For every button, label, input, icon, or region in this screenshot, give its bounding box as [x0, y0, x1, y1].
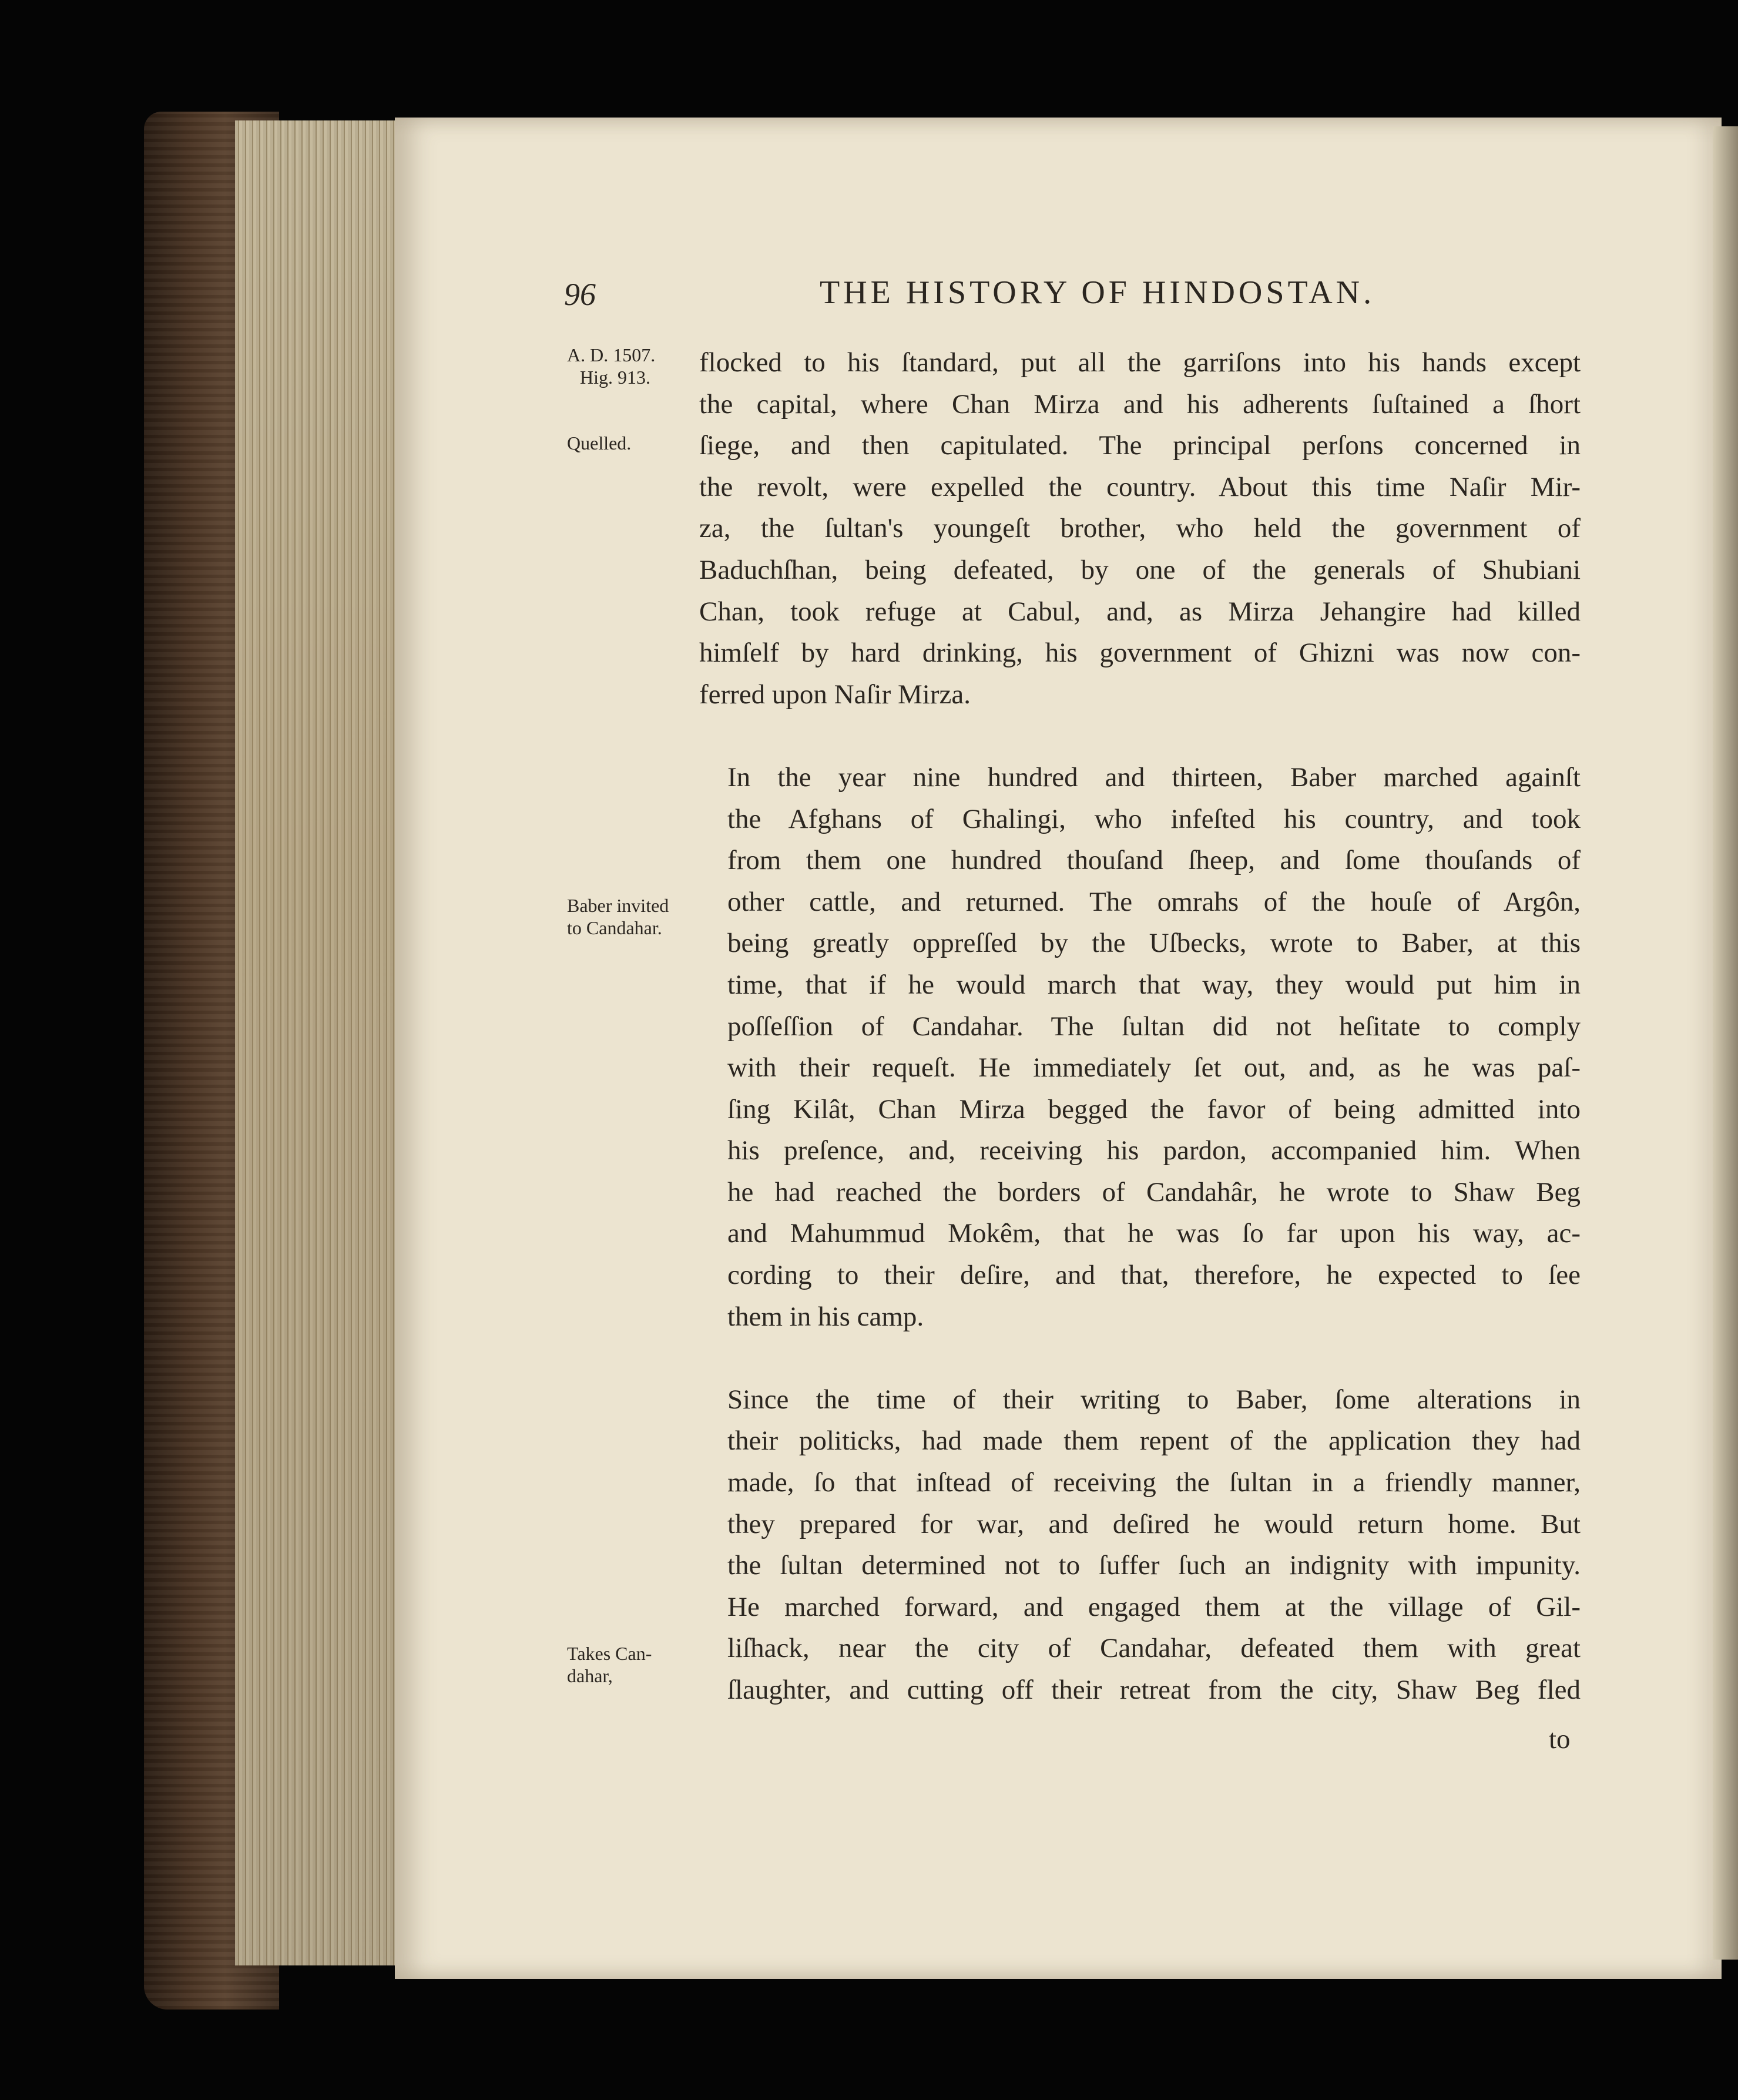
text-line: being greatly oppreſſed by the Uſbecks, wrote to Baber, at this — [727, 928, 1581, 959]
text-line: Chan, took refuge at Cabul, and, as Mirza Jehangire had killed — [699, 596, 1581, 627]
text-line: za, the ſultan's youngeſt brother, who held the government of — [699, 513, 1581, 544]
text-line: from them one hundred thouſand ſheep, and ſome thouſands of — [727, 845, 1581, 876]
text-line: his preſence, and, receiving his pardon, accompanied him. When — [727, 1135, 1581, 1166]
text-line: ſing Kilât, Chan Mirza begged the favor of being admitted into — [727, 1093, 1581, 1125]
body-text — [699, 342, 1581, 1711]
text-line: the revolt, were expelled the country. About this time Naſir Mir- — [699, 471, 1581, 502]
text-line: He marched forward, and engaged them at the village of Gil- — [727, 1591, 1581, 1622]
text-line: time, that if he would march that way, they would put him in — [727, 969, 1581, 1000]
text-line: them in his camp. — [727, 1301, 924, 1332]
margin-note-line: Hig. 913. — [580, 367, 650, 388]
text-line: the ſultan determined not to ſuffer ſuch an indignity with impunity. — [727, 1550, 1581, 1581]
text-line: they prepared for war, and deſired he would return home. But — [727, 1508, 1581, 1539]
paragraph — [699, 1379, 1581, 1711]
page-number: 96 — [564, 277, 596, 312]
margin-note-line: Baber invited — [567, 895, 669, 916]
margin-note-quelled — [567, 432, 631, 454]
text-line: made, ſo that inſtead of receiving the ſultan in a friendly manner, — [727, 1467, 1581, 1498]
text-line: their politicks, had made them repent of the application they had — [727, 1425, 1581, 1457]
text-line: poſſeſſion of Candahar. The ſultan did not heſitate to comply — [727, 1011, 1581, 1042]
text-line: Baduchſhan, being defeated, by one of the generals of Shubiani — [699, 554, 1581, 585]
paragraph — [699, 757, 1581, 1337]
text-line: the Afghans of Ghalingi, who infeſted his country, and took — [727, 803, 1581, 834]
text-line: other cattle, and returned. The omrahs of the houſe of Argôn, — [727, 886, 1581, 917]
margin-note-takes-candahar — [567, 1642, 652, 1687]
margin-note-line: to Candahar. — [567, 917, 662, 938]
margin-note-line: Quelled. — [567, 432, 632, 454]
text-line: Since the time of their writing to Baber, ſome alterations in — [727, 1384, 1581, 1415]
text-line: ſiege, and then capitulated. The principal perſons concerned in — [699, 430, 1581, 461]
text-line: himſelf by hard drinking, his government of Ghizni was now con- — [699, 638, 1581, 669]
text-line: and Mahummud Mokêm, that he was ſo far upon his way, ac- — [727, 1218, 1581, 1249]
margin-note-line: Takes Can- — [567, 1643, 652, 1664]
margin-note-line: A. D. 1507. — [567, 344, 656, 365]
margin-note-line: dahar, — [567, 1665, 613, 1686]
text-line: with their requeſt. He immediately ſet out, and, as he was paſ- — [727, 1052, 1581, 1083]
running-head: THE HISTORY OF HINDOSTAN. — [820, 274, 1375, 311]
text-line: the capital, where Chan Mirza and his adherents ſuſtained a ſhort — [699, 388, 1581, 420]
catchword: to — [1549, 1724, 1571, 1755]
text-line: ferred upon Naſir Mirza. — [699, 679, 971, 710]
margin-note-date — [567, 344, 655, 388]
text-line: flocked to his ſtandard, put all the garriſons into his hands except — [699, 347, 1581, 378]
margin-note-baber-invited — [567, 894, 669, 939]
paragraph — [699, 342, 1581, 715]
text-line: ſlaughter, and cutting off their retreat from the city, Shaw Beg fled — [727, 1675, 1581, 1705]
text-line: liſhack, near the city of Candahar, defeated them with great — [727, 1633, 1581, 1664]
text-line: In the year nine hundred and thirteen, Baber marched againſt — [727, 761, 1581, 793]
text-line: cording to their deſire, and that, therefore, he expected to ſee — [727, 1260, 1581, 1291]
text-line: he had reached the borders of Candahâr, he wrote to Shaw Beg — [727, 1176, 1581, 1207]
